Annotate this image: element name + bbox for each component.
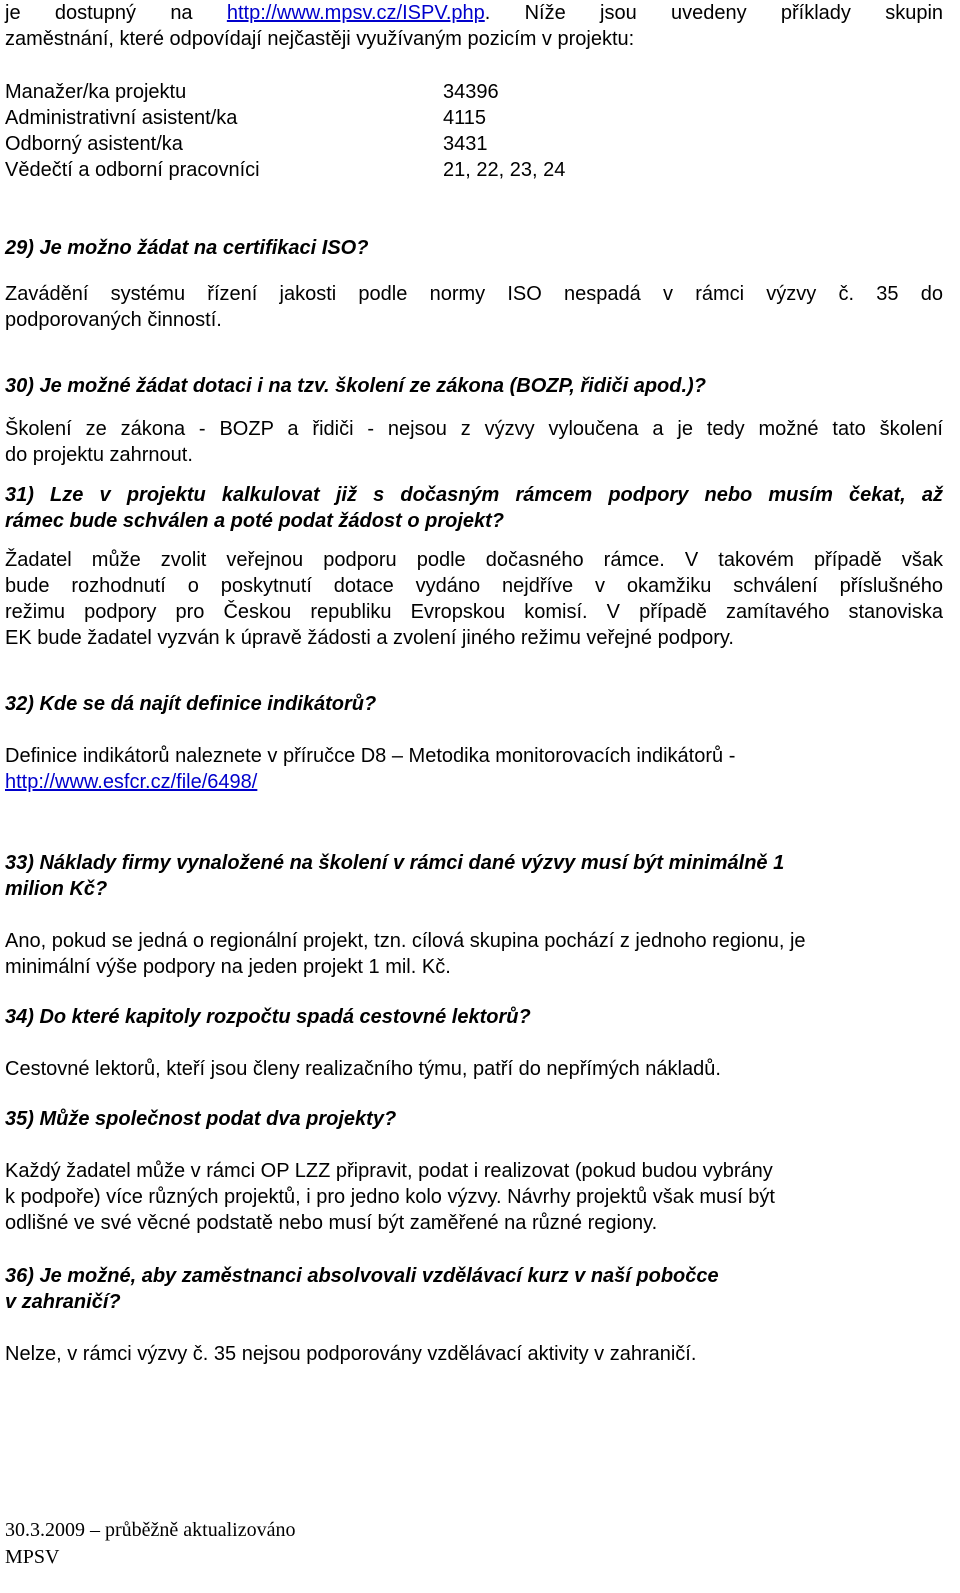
footer-org: MPSV [5, 1546, 60, 1568]
table-row [5, 79, 565, 105]
document-page [5, 0, 943, 1367]
answer-31-line-4: EK bude žadatel vyzván k úpravě žádosti a zvolení jiného režimu veřejné podpory. [5, 627, 734, 649]
answer-29-line-1: Zavádění systému řízení jakosti podle normy ISO nespadá v rámci výzvy č. 35 do [5, 283, 943, 305]
job-code: 34396 [443, 81, 499, 103]
job-code: 3431 [443, 133, 488, 155]
job-code: 21, 22, 23, 24 [443, 159, 566, 181]
intro-line-1 [5, 0, 943, 26]
question-32: 32) Kde se dá najít definice indikátorů? [5, 693, 377, 715]
job-name: Manažer/ka projektu [5, 81, 187, 103]
answer-30-line-1: Školení ze zákona - BOZP a řidiči - nejsou z výzvy vyloučena a je tedy možné tato školení [5, 418, 943, 440]
question-36-line-2: v zahraničí? [5, 1291, 121, 1313]
intro-line-2: zaměstnání, které odpovídají nejčastěji využívaným pozicím v projektu: [5, 28, 635, 50]
page-footer [5, 1517, 295, 1571]
job-name: Odborný asistent/ka [5, 133, 183, 155]
answer-35-line-3: odlišné ve své věcné podstatě nebo musí být zaměřené na různé regiony. [5, 1212, 658, 1234]
answer-34: Cestovné lektorů, kteří jsou členy realizačního týmu, patří do nepřímých nákladů. [5, 1058, 721, 1080]
answer-32-line-1: Definice indikátorů naleznete v příručce D8 – Metodika monitorovacích indikátorů - [5, 745, 736, 767]
job-name: Vědečtí a odborní pracovníci [5, 159, 260, 181]
question-29: 29) Je možno žádat na certifikaci ISO? [5, 237, 369, 259]
job-name: Administrativní asistent/ka [5, 107, 238, 129]
question-30: 30) Je možné žádat dotaci i na tzv. školení ze zákona (BOZP, řidiči apod.)? [5, 375, 706, 397]
answer-30-line-2: do projektu zahrnout. [5, 444, 193, 466]
answer-29-line-2: podporovaných činností. [5, 309, 222, 331]
intro-post-link: . Níže jsou uvedeny příklady skupin [484, 2, 944, 24]
question-33-line-1: 33) Náklady firmy vynaložené na školení v rámci dané výzvy musí být minimálně 1 [5, 852, 785, 874]
answer-35-line-2: k podpoře) více různých projektů, i pro jedno kolo výzvy. Návrhy projektů však musí být [5, 1186, 775, 1208]
answer-36: Nelze, v rámci výzvy č. 35 nejsou podporovány vzdělávací aktivity v zahraničí. [5, 1343, 697, 1365]
question-31-line-2: rámec bude schválen a poté podat žádost o projekt? [5, 510, 504, 532]
question-31-line-1: 31) Lze v projektu kalkulovat již s dočasným rámcem podpory nebo musím čekat, až [5, 484, 943, 506]
answer-31-line-3: režimu podpory pro Českou republiku Evropskou komisí. V případě zamítavého stanoviska [5, 601, 943, 623]
answer-33-line-1: Ano, pokud se jedná o regionální projekt, tzn. cílová skupina pochází z jednoho regionu, je [5, 930, 806, 952]
job-groups-table [5, 79, 565, 183]
job-code: 4115 [443, 107, 487, 129]
answer-31-line-1: Žadatel může zvolit veřejnou podporu podle dočasného rámce. V takovém případě však [5, 549, 943, 571]
ispv-link[interactable]: http://www.mpsv.cz/ISPV.php [226, 2, 485, 24]
answer-31-line-2: bude rozhodnutí o poskytnutí dotace vydáno nejdříve v okamžiku schválení příslušného [5, 575, 943, 597]
esfcr-link[interactable]: http://www.esfcr.cz/file/6498/ [5, 771, 258, 793]
question-33-line-2: milion Kč? [5, 878, 108, 900]
answer-33-line-2: minimální výše podpory na jeden projekt 1 mil. Kč. [5, 956, 451, 978]
question-36-line-1: 36) Je možné, aby zaměstnanci absolvovali vzdělávací kurz v naší pobočce [5, 1265, 719, 1287]
answer-35-line-1: Každý žadatel může v rámci OP LZZ připravit, podat i realizovat (pokud budou vybrány [5, 1160, 773, 1182]
intro-pre-link: je dostupný na [5, 2, 227, 24]
table-row [5, 105, 565, 131]
answer-32-line-2 [5, 769, 943, 795]
table-row [5, 131, 565, 157]
table-row [5, 157, 565, 183]
question-35: 35) Může společnost podat dva projekty? [5, 1108, 397, 1130]
footer-date: 30.3.2009 – průběžně aktualizováno [5, 1519, 296, 1541]
question-34: 34) Do které kapitoly rozpočtu spadá cestovné lektorů? [5, 1006, 531, 1028]
